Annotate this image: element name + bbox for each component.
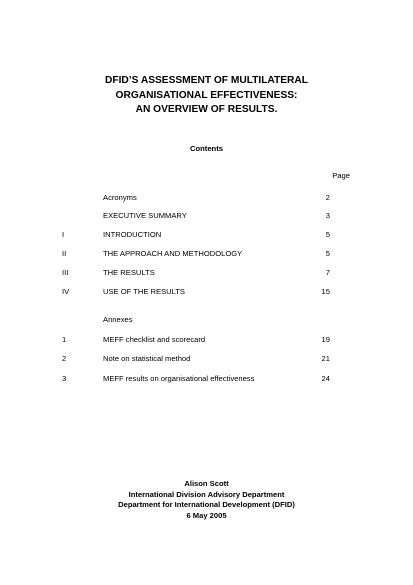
toc-entry-page: 3: [325, 211, 330, 220]
annex-entry-meff-checklist[interactable]: [0, 334, 413, 345]
toc-entry-acronyms[interactable]: [0, 192, 413, 203]
toc-entry-label: USE OF THE RESULTS: [103, 287, 185, 296]
annex-entry-number: 1: [62, 335, 67, 344]
annex-entry-label: Note on statistical method: [103, 354, 191, 363]
toc-entry-page: 7: [325, 268, 330, 277]
annex-entry-page: 21: [321, 354, 330, 363]
toc-entry-label: THE APPROACH AND METHODOLOGY: [103, 249, 243, 258]
annex-entry-label: MEFF results on organisational effectiveness: [103, 374, 255, 383]
annex-entry-number: 3: [62, 374, 67, 383]
document-title: [0, 74, 413, 118]
toc-entry-label: INTRODUCTION: [103, 230, 162, 239]
title-line-3: AN OVERVIEW OF RESULTS.: [135, 104, 278, 115]
author-department: International Division Advisory Department: [128, 489, 285, 499]
toc-entry-use-of-results[interactable]: [0, 286, 413, 297]
toc-entry-number: II: [62, 249, 67, 258]
toc-entry-number: IV: [62, 287, 70, 296]
contents-heading: Contents: [190, 144, 223, 153]
toc-entry-introduction[interactable]: [0, 229, 413, 240]
toc-entry-page: 5: [325, 249, 330, 258]
annex-entry-statistical-method[interactable]: [0, 353, 413, 364]
toc-entry-page: 5: [325, 230, 330, 239]
annex-entry-page: 24: [321, 374, 330, 383]
author-name: Alison Scott: [184, 479, 229, 488]
toc-entry-executive-summary[interactable]: [0, 210, 413, 221]
page-column-heading: Page: [332, 171, 350, 180]
toc-entry-number: I: [62, 230, 65, 239]
annex-entry-page: 19: [321, 335, 330, 344]
toc-entry-page: 2: [325, 193, 330, 202]
toc-entry-number: III: [62, 268, 69, 277]
title-line-1: DFID’S ASSESSMENT OF MULTILATERAL: [105, 75, 308, 86]
author-block: [0, 479, 413, 521]
toc-entry-label: THE RESULTS: [103, 268, 155, 277]
toc-entry-label: Acronyms: [103, 193, 137, 202]
annex-entry-number: 2: [62, 354, 67, 363]
toc-entry-page: 15: [321, 287, 330, 296]
title-line-2: ORGANISATIONAL EFFECTIVENESS:: [115, 89, 298, 101]
author-organisation: Department for International Development (DFID): [118, 500, 295, 509]
toc-entry-approach-methodology[interactable]: [0, 248, 413, 259]
annexes-heading: Annexes: [103, 315, 133, 324]
toc-entry-results[interactable]: [0, 267, 413, 278]
toc-entry-label: EXECUTIVE SUMMARY: [103, 211, 187, 220]
annex-entry-label: MEFF checklist and scorecard: [103, 335, 206, 344]
annex-entry-meff-results[interactable]: [0, 373, 413, 384]
publication-date: 6 May 2005: [186, 510, 227, 520]
